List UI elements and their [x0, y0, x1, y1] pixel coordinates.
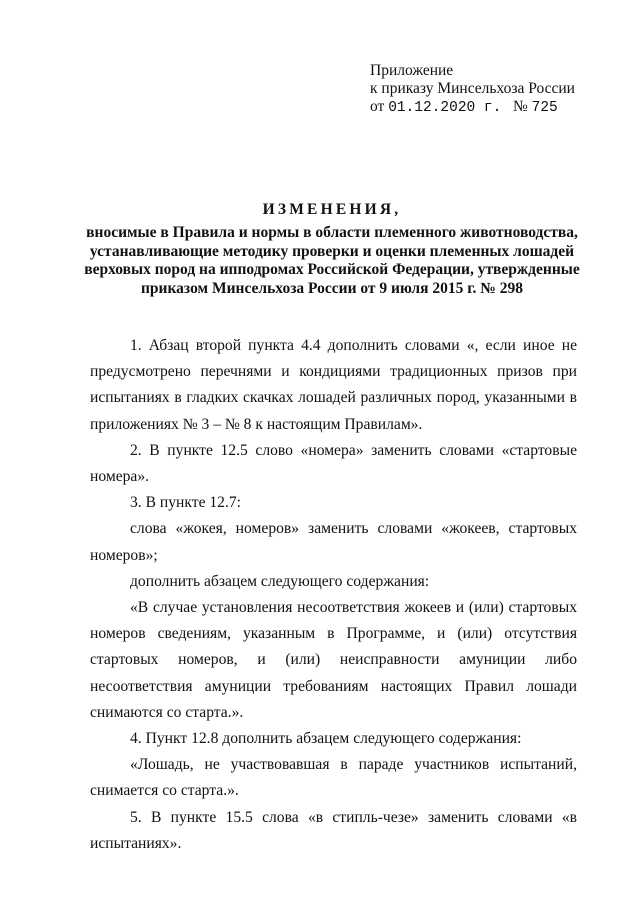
appendix-date: 01.12.2020 г.: [388, 100, 502, 116]
document-heading: [72, 200, 592, 298]
paragraph-3-a: слова «жокея, номеров» заменить словами «жокеев, стартовых номеров»;: [90, 520, 577, 564]
paragraph-1: 1. Абзац второй пункта 4.4 дополнить словами «, если иное не предусмотрено перечнями и кондициями традиционных призов при испытаниях в гладких скачках лошадей различных пород, указанными в приложениях № 3 – № 8 к настоящим Правилам».: [90, 337, 577, 433]
paragraph-3-quote: «В случае установления несоответствия жокеев и (или) стартовых номеров сведениям, указанным в Программе, и (или) отсутствия стартовых номеров, и (или) неисправности амуниции либо несоответствия амуниции требованиям настоящих Правил лошади снимаются со старта.».: [90, 599, 577, 721]
appendix-block: [370, 62, 575, 117]
appendix-date-prefix: от: [370, 98, 385, 115]
appendix-number: 725: [531, 100, 558, 116]
paragraph-3: 3. В пункте 12.7:: [130, 494, 242, 512]
appendix-date-line: [370, 98, 575, 117]
paragraph-4-quote: «Лошадь, не участвовавшая в параде участников испытаний, снимается со старта.».: [90, 756, 577, 800]
paragraph-3-b: дополнить абзацем следующего содержания:: [130, 572, 430, 590]
appendix-title: Приложение: [370, 62, 454, 79]
document-body: [90, 333, 577, 857]
paragraph-4: 4. Пункт 12.8 дополнить абзацем следующего содержания:: [130, 730, 522, 748]
heading-title: ИЗМЕНЕНИЯ,: [262, 201, 402, 218]
paragraph-2: 2. В пункте 12.5 слово «номера» заменить словами «стартовые номера».: [90, 441, 577, 486]
appendix-order-ref: к приказу Минсельхоза России: [370, 80, 575, 97]
appendix-number-sign: №: [512, 98, 528, 115]
heading-subtitle: вносимые в Правила и нормы в области племенного животноводства, устанавливающие методику проверки и оценки племенных лошадей верховых пород на ипподромах Российской Федерации, утвержденные приказом Минсельхоза России от 9 июля 2015 г. № 298: [84, 224, 580, 297]
paragraph-5: 5. В пункте 15.5 слова «в стипль-чезе» заменить словами «в испытаниях».: [90, 808, 577, 852]
